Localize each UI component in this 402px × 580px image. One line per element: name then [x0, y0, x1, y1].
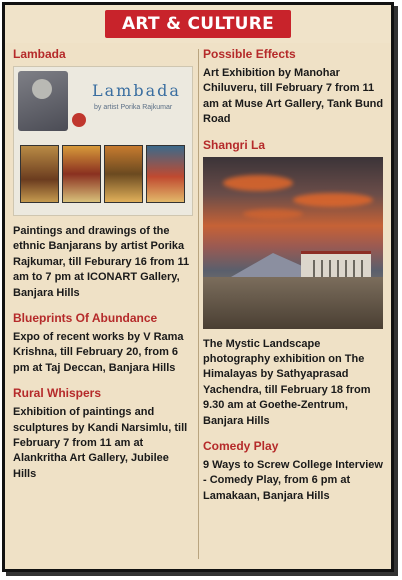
shangri-la-photo: [203, 157, 383, 329]
listing-comedy-play: [203, 439, 387, 504]
banner: [5, 5, 391, 43]
lambada-poster-image: [13, 66, 193, 216]
listing-lambada: [13, 47, 193, 301]
listing-body: 9 Ways to Screw College Interview - Comedy Play, from 6 pm at Lamakaan, Banjara Hills: [203, 459, 383, 502]
right-column: [203, 47, 387, 514]
sunset-cloud: [243, 209, 303, 219]
listing-body: Expo of recent works by V Rama Krishna, till February 20, from 6 pm at Taj Deccan, Banjara Hills: [13, 331, 184, 374]
painting-panel: [20, 145, 59, 203]
listing-rural-whispers: [13, 386, 193, 482]
listing-title: Lambada: [13, 47, 66, 61]
listing-title: Blueprints Of Abundance: [13, 311, 158, 326]
listing-shangri-la: [203, 138, 387, 429]
listing-body: The Mystic Landscape photography exhibition on The Himalayas by Sathyaprasad Yachendra, till February 18 from 9.30 am at Goethe-Zentrum, Banjara Hills: [203, 337, 371, 427]
listing-possible-effects: [203, 47, 387, 128]
listing-title: Possible Effects: [203, 47, 296, 61]
section-heading: ART & CULTURE: [105, 10, 291, 38]
listing-title: Rural Whispers: [13, 386, 102, 401]
listing-title: Shangri La: [203, 137, 266, 152]
left-column: [13, 47, 193, 492]
painting-panel: [104, 145, 143, 203]
painting-panel: [62, 145, 101, 203]
article-frame: [2, 2, 394, 572]
listing-blueprints: [13, 311, 193, 376]
sunset-cloud: [293, 193, 373, 207]
listing-body: Art Exhibition by Manohar Chiluveru, till February 7 from 11 am at Muse Art Gallery, Tank Bund Road: [203, 67, 384, 126]
poster-title: Lambada: [92, 81, 181, 100]
sunset-cloud: [223, 175, 293, 191]
column-divider: [198, 49, 199, 559]
painting-panel: [146, 145, 185, 203]
listing-body: Exhibition of paintings and sculptures by Kandi Narsimlu, till February 7 from 11 am at Alankritha Art Gallery, Jubilee Hills: [13, 406, 188, 480]
listing-body: Paintings and drawings of the ethnic Banjarans by artist Porika Rajkumar, till Feburary 16 from 11 am to 7 pm at ICONART Gallery, Banjara Hills: [13, 225, 190, 299]
listing-title: Comedy Play: [203, 439, 279, 454]
poster-seal-icon: [72, 113, 86, 127]
foreground-ground: [203, 277, 383, 329]
poster-portrait: [18, 71, 68, 131]
poster-subtitle: by artist Porika Rajkumar: [94, 104, 173, 111]
